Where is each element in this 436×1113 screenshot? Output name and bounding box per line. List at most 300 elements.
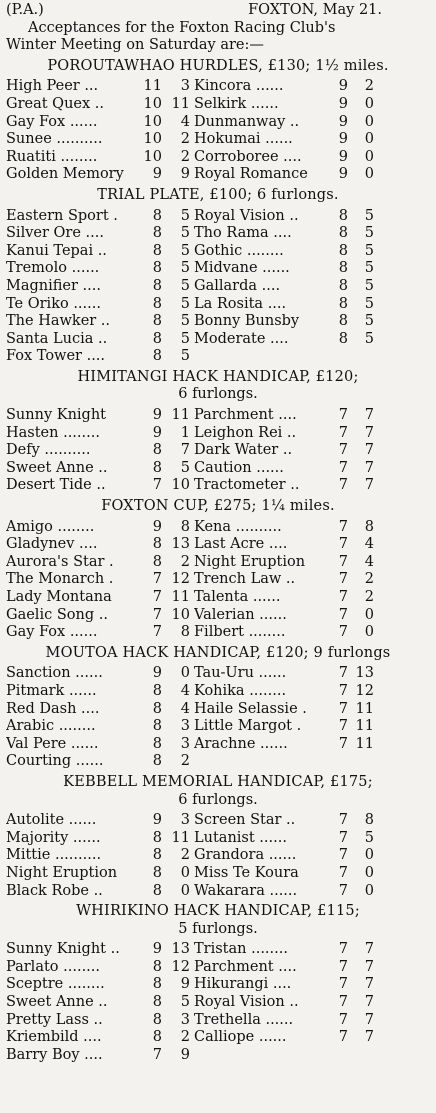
lb-left: 5 bbox=[180, 260, 190, 277]
entry-row bbox=[6, 554, 430, 572]
race-title: HIMITANGI HACK HANDICAP, £120; bbox=[77, 368, 359, 385]
st-left: 8 bbox=[152, 330, 162, 347]
horse-right: Kohika ........ bbox=[194, 682, 287, 699]
entry-row bbox=[6, 477, 430, 495]
horse-right: Leighon Rei .. bbox=[194, 424, 297, 441]
lb-right: 0 bbox=[364, 624, 374, 641]
lb-left: 0 bbox=[180, 665, 190, 682]
horse-left: Sunee .......... bbox=[6, 131, 103, 148]
lb-right: 5 bbox=[364, 829, 374, 846]
st-right: 7 bbox=[338, 459, 348, 476]
horse-right: Filbert ........ bbox=[194, 624, 286, 641]
lb-left: 2 bbox=[180, 553, 190, 570]
dateline-row bbox=[6, 2, 430, 20]
lb-left: 4 bbox=[180, 700, 190, 717]
horse-left: Ruatiti ........ bbox=[6, 148, 98, 165]
lb-right: 0 bbox=[364, 847, 374, 864]
lb-right: 7 bbox=[364, 994, 374, 1011]
news-source: (P.A.) bbox=[6, 2, 44, 18]
horse-left: Mittie .......... bbox=[6, 847, 102, 864]
st-left: 10 bbox=[143, 95, 162, 112]
lb-left: 5 bbox=[180, 225, 190, 242]
entries-list bbox=[6, 812, 430, 900]
st-left: 7 bbox=[152, 624, 162, 641]
horse-left: Santa Lucia .. bbox=[6, 330, 108, 347]
st-right: 7 bbox=[338, 941, 348, 958]
st-left: 9 bbox=[152, 166, 162, 183]
entry-row bbox=[6, 941, 430, 959]
st-right: 7 bbox=[338, 718, 348, 735]
st-right: 7 bbox=[338, 958, 348, 975]
lb-left: 0 bbox=[180, 864, 190, 881]
horse-right: Tristan ........ bbox=[194, 941, 288, 958]
st-right: 8 bbox=[338, 242, 348, 259]
horse-right: Parchment .... bbox=[194, 407, 297, 424]
entries-list bbox=[6, 78, 430, 184]
st-left: 8 bbox=[152, 958, 162, 975]
st-right: 8 bbox=[338, 277, 348, 294]
st-right: 8 bbox=[338, 225, 348, 242]
lb-left: 13 bbox=[171, 536, 190, 553]
st-left: 8 bbox=[152, 536, 162, 553]
entry-row bbox=[6, 519, 430, 537]
st-right: 7 bbox=[338, 665, 348, 682]
horse-right: Bonny Bunsby bbox=[194, 313, 300, 330]
lb-left: 3 bbox=[180, 812, 190, 829]
entries-list bbox=[6, 407, 430, 495]
lb-left: 7 bbox=[180, 442, 190, 459]
horse-left: Sweet Anne .. bbox=[6, 459, 108, 476]
race-title: POROUTAWHAO HURDLES, £130; 1½ miles. bbox=[47, 57, 389, 74]
lb-left: 3 bbox=[180, 78, 190, 95]
entry-row bbox=[6, 243, 430, 261]
horse-right: Talenta ...... bbox=[194, 589, 281, 605]
race-title: TRIAL PLATE, £100; 6 furlongs. bbox=[97, 186, 339, 203]
entry-row bbox=[6, 149, 430, 167]
horse-right: Screen Star .. bbox=[194, 812, 296, 829]
st-left: 8 bbox=[152, 295, 162, 312]
race-section bbox=[6, 645, 430, 771]
lb-right: 7 bbox=[364, 442, 374, 459]
lb-right: 7 bbox=[364, 407, 374, 424]
lb-right: 2 bbox=[364, 78, 374, 95]
st-left: 7 bbox=[152, 606, 162, 623]
st-left: 8 bbox=[152, 994, 162, 1011]
entry-row bbox=[6, 131, 430, 149]
st-left: 8 bbox=[152, 260, 162, 277]
horse-right: Calliope ...... bbox=[194, 1029, 287, 1046]
lb-right: 12 bbox=[355, 682, 374, 699]
st-left: 8 bbox=[152, 753, 162, 770]
st-right bbox=[326, 753, 352, 771]
horse-left: Hasten ........ bbox=[6, 424, 100, 441]
horse-left: Gaelic Song .. bbox=[6, 606, 108, 623]
horse-left: Great Quex .. bbox=[6, 95, 104, 112]
horse-left: Tremolo ...... bbox=[6, 260, 100, 277]
lb-right: 0 bbox=[364, 113, 374, 130]
horse-left: Autolite ...... bbox=[6, 812, 97, 829]
horse-right: Hikurangi .... bbox=[194, 976, 292, 993]
race-distance: 5 furlongs. bbox=[178, 920, 258, 937]
st-right: 9 bbox=[338, 78, 348, 95]
horse-right: Royal Romance bbox=[194, 166, 308, 183]
entries-list bbox=[6, 519, 430, 642]
lb-left: 2 bbox=[180, 148, 190, 165]
lb-left: 9 bbox=[180, 976, 190, 993]
horse-left: Sceptre ........ bbox=[6, 976, 105, 993]
intro-line-1: Acceptances for the Foxton Racing Club's bbox=[28, 19, 336, 36]
lb-right: 0 bbox=[364, 131, 374, 148]
st-left: 8 bbox=[152, 277, 162, 294]
lb-left: 3 bbox=[180, 735, 190, 752]
lb-left: 10 bbox=[171, 477, 190, 494]
horse-left: Gay Fox ...... bbox=[6, 624, 98, 641]
horse-left: Red Dash .... bbox=[6, 700, 100, 717]
st-left: 8 bbox=[152, 718, 162, 735]
lb-right: 7 bbox=[364, 976, 374, 993]
lb-left: 12 bbox=[171, 571, 190, 588]
horse-right: Last Acre .... bbox=[194, 536, 288, 553]
lb-right: 0 bbox=[364, 864, 374, 881]
st-left: 8 bbox=[152, 348, 162, 365]
st-right: 7 bbox=[338, 571, 348, 588]
st-left: 8 bbox=[152, 225, 162, 242]
horse-left: The Monarch . bbox=[6, 571, 114, 588]
st-left: 11 bbox=[143, 78, 162, 95]
lb-right: 8 bbox=[364, 518, 374, 535]
st-right bbox=[326, 1047, 352, 1065]
horse-left: Magnifier .... bbox=[6, 277, 101, 294]
horse-right: Gothic ........ bbox=[194, 242, 284, 259]
horse-right: Trethella ...... bbox=[194, 1011, 294, 1028]
horse-right: Arachne ...... bbox=[194, 735, 288, 752]
horse-right bbox=[194, 753, 326, 771]
st-right: 9 bbox=[338, 148, 348, 165]
entry-row bbox=[6, 166, 430, 184]
st-right: 7 bbox=[338, 882, 348, 899]
st-left: 8 bbox=[152, 313, 162, 330]
lb-right bbox=[352, 348, 378, 366]
entries-list bbox=[6, 941, 430, 1064]
horse-left: Kriembild .... bbox=[6, 1029, 102, 1046]
st-right: 7 bbox=[338, 829, 348, 846]
lb-left: 12 bbox=[171, 958, 190, 975]
entry-row bbox=[6, 1029, 430, 1047]
horse-left: Kanui Tepai .. bbox=[6, 242, 107, 259]
horse-right: Wakarara ...... bbox=[194, 882, 298, 899]
lb-left: 5 bbox=[180, 994, 190, 1011]
lb-right: 4 bbox=[364, 553, 374, 570]
race-title: KEBBELL MEMORIAL HANDICAP, £175; bbox=[63, 773, 373, 790]
horse-left: Courting ...... bbox=[6, 753, 104, 770]
lb-right: 5 bbox=[364, 225, 374, 242]
horse-left: Sanction ...... bbox=[6, 665, 103, 682]
st-left: 10 bbox=[143, 148, 162, 165]
horse-left: Barry Boy .... bbox=[6, 1046, 103, 1063]
entry-row bbox=[6, 348, 430, 366]
horse-left: Golden Memory bbox=[6, 166, 124, 183]
horse-right: Trench Law .. bbox=[194, 571, 296, 588]
st-right: 7 bbox=[338, 1029, 348, 1046]
horse-right: Dunmanway .. bbox=[194, 113, 300, 130]
horse-right: Kincora ...... bbox=[194, 78, 284, 95]
lb-left: 9 bbox=[180, 166, 190, 183]
lb-right: 5 bbox=[364, 260, 374, 277]
lb-right: 11 bbox=[355, 735, 374, 752]
lb-left: 8 bbox=[180, 624, 190, 641]
entries-list bbox=[6, 208, 430, 366]
st-left: 8 bbox=[152, 829, 162, 846]
st-left: 8 bbox=[152, 442, 162, 459]
st-left: 9 bbox=[152, 424, 162, 441]
lb-left: 2 bbox=[180, 753, 190, 770]
lb-right bbox=[352, 753, 378, 771]
lb-right: 0 bbox=[364, 882, 374, 899]
lb-left: 2 bbox=[180, 131, 190, 148]
entry-row bbox=[6, 296, 430, 314]
horse-right: Haile Selassie . bbox=[194, 700, 307, 717]
entry-row bbox=[6, 607, 430, 625]
horse-left: Gladynev .... bbox=[6, 536, 98, 553]
lb-left: 11 bbox=[171, 829, 190, 846]
lb-right: 8 bbox=[364, 812, 374, 829]
horse-left: Sunny Knight .. bbox=[6, 941, 120, 958]
st-right: 9 bbox=[338, 95, 348, 112]
st-right: 7 bbox=[338, 976, 348, 993]
horse-left: Defy .......... bbox=[6, 442, 91, 459]
lb-left: 11 bbox=[171, 407, 190, 424]
lb-right: 7 bbox=[364, 958, 374, 975]
st-right: 7 bbox=[338, 536, 348, 553]
lb-right: 7 bbox=[364, 941, 374, 958]
horse-right: La Rosita .... bbox=[194, 295, 287, 312]
lb-left: 5 bbox=[180, 277, 190, 294]
horse-left: Silver Ore .... bbox=[6, 225, 104, 242]
entry-row bbox=[6, 736, 430, 754]
st-left: 8 bbox=[152, 735, 162, 752]
st-right: 7 bbox=[338, 606, 348, 623]
horse-left: Sunny Knight bbox=[6, 407, 107, 424]
horse-right: Miss Te Koura bbox=[194, 864, 299, 881]
horse-left: Aurora's Star . bbox=[6, 553, 114, 570]
horse-right: Tau-Uru ...... bbox=[194, 665, 287, 682]
race-title: MOUTOA HACK HANDICAP, £120; 9 furlongs bbox=[45, 644, 391, 661]
race-title: WHIRIKINO HACK HANDICAP, £115; bbox=[76, 903, 360, 920]
lb-left: 5 bbox=[180, 459, 190, 476]
entries-list bbox=[6, 665, 430, 771]
horse-left: Fox Tower .... bbox=[6, 348, 106, 365]
lb-right: 5 bbox=[364, 295, 374, 312]
race-list bbox=[6, 58, 430, 1065]
st-left: 8 bbox=[152, 459, 162, 476]
entry-row bbox=[6, 78, 430, 96]
st-left: 8 bbox=[152, 864, 162, 881]
horse-right: Royal Vision .. bbox=[194, 207, 299, 224]
entry-row bbox=[6, 1012, 430, 1030]
entry-row bbox=[6, 1047, 430, 1065]
horse-left: Parlato ........ bbox=[6, 958, 101, 975]
st-left: 7 bbox=[152, 571, 162, 588]
horse-right: Royal Vision .. bbox=[194, 994, 299, 1011]
st-left: 8 bbox=[152, 682, 162, 699]
entry-row bbox=[6, 536, 430, 554]
st-right: 7 bbox=[338, 407, 348, 424]
horse-right: Tractometer .. bbox=[194, 477, 300, 494]
horse-left: Desert Tide .. bbox=[6, 477, 106, 494]
st-right: 7 bbox=[338, 735, 348, 752]
horse-right: Hokumai ...... bbox=[194, 131, 293, 148]
horse-right: Kena .......... bbox=[194, 518, 282, 535]
lb-left: 4 bbox=[180, 682, 190, 699]
lb-right: 5 bbox=[364, 313, 374, 330]
lb-left: 5 bbox=[180, 330, 190, 347]
horse-right: Night Eruption bbox=[194, 553, 306, 570]
horse-right: Caution ...... bbox=[194, 459, 284, 476]
race-distance: 6 furlongs. bbox=[178, 791, 258, 808]
st-left: 7 bbox=[152, 589, 162, 605]
st-right: 8 bbox=[338, 313, 348, 330]
entry-row bbox=[6, 701, 430, 719]
entry-row bbox=[6, 665, 430, 683]
lb-left: 5 bbox=[180, 242, 190, 259]
lb-left: 5 bbox=[180, 348, 190, 365]
horse-right: Lutanist ...... bbox=[194, 829, 287, 846]
st-right: 7 bbox=[338, 518, 348, 535]
entry-row bbox=[6, 753, 430, 771]
lb-left: 9 bbox=[180, 1046, 190, 1063]
entry-row bbox=[6, 313, 430, 331]
st-right: 8 bbox=[338, 207, 348, 224]
st-right: 7 bbox=[338, 994, 348, 1011]
entry-row bbox=[6, 278, 430, 296]
lb-right: 7 bbox=[364, 477, 374, 494]
st-left: 7 bbox=[152, 1046, 162, 1063]
entry-row bbox=[6, 571, 430, 589]
dateline: FOXTON, May 21. bbox=[248, 2, 382, 18]
lb-right: 5 bbox=[364, 207, 374, 224]
horse-right: Little Margot . bbox=[194, 718, 302, 735]
entry-row bbox=[6, 976, 430, 994]
st-left: 8 bbox=[152, 882, 162, 899]
st-left: 8 bbox=[152, 242, 162, 259]
lb-right: 2 bbox=[364, 589, 374, 605]
st-left: 8 bbox=[152, 207, 162, 224]
lb-left: 3 bbox=[180, 718, 190, 735]
st-left: 9 bbox=[152, 665, 162, 682]
st-left: 9 bbox=[152, 518, 162, 535]
st-left: 8 bbox=[152, 847, 162, 864]
entry-row bbox=[6, 847, 430, 865]
lb-left: 5 bbox=[180, 313, 190, 330]
lb-left: 10 bbox=[171, 606, 190, 623]
race-section bbox=[6, 369, 430, 495]
horse-right: Moderate .... bbox=[194, 330, 289, 347]
st-left: 7 bbox=[152, 477, 162, 494]
st-right: 7 bbox=[338, 477, 348, 494]
lb-right: 0 bbox=[364, 606, 374, 623]
st-right: 8 bbox=[338, 330, 348, 347]
entry-row bbox=[6, 225, 430, 243]
entry-row bbox=[6, 96, 430, 114]
st-right: 9 bbox=[338, 131, 348, 148]
lb-left: 5 bbox=[180, 295, 190, 312]
race-title: FOXTON CUP, £275; 1¼ miles. bbox=[101, 498, 335, 515]
horse-left: Sweet Anne .. bbox=[6, 994, 108, 1011]
entry-row bbox=[6, 624, 430, 642]
st-left: 10 bbox=[143, 113, 162, 130]
race-distance: 6 furlongs. bbox=[178, 386, 258, 403]
lb-left: 8 bbox=[180, 518, 190, 535]
st-right: 7 bbox=[338, 624, 348, 641]
st-left: 9 bbox=[152, 812, 162, 829]
lb-left: 13 bbox=[171, 941, 190, 958]
race-section bbox=[6, 187, 430, 366]
intro-line-2: Winter Meeting on Saturday are:— bbox=[6, 37, 264, 54]
st-right: 9 bbox=[338, 166, 348, 183]
st-right: 7 bbox=[338, 864, 348, 881]
lb-right: 7 bbox=[364, 1011, 374, 1028]
lb-right: 7 bbox=[364, 424, 374, 441]
horse-left: Arabic ........ bbox=[6, 718, 96, 735]
entry-row bbox=[6, 208, 430, 226]
lb-left: 3 bbox=[180, 1011, 190, 1028]
lb-right: 0 bbox=[364, 166, 374, 183]
lb-right: 0 bbox=[364, 148, 374, 165]
lb-left: 2 bbox=[180, 1029, 190, 1046]
horse-right: Selkirk ...... bbox=[194, 95, 279, 112]
entry-row bbox=[6, 407, 430, 425]
st-left: 8 bbox=[152, 553, 162, 570]
entry-row bbox=[6, 589, 430, 607]
st-right: 7 bbox=[338, 553, 348, 570]
horse-right bbox=[194, 348, 326, 366]
lb-right: 7 bbox=[364, 459, 374, 476]
horse-left: Night Eruption bbox=[6, 864, 118, 881]
lb-left: 0 bbox=[180, 882, 190, 899]
lb-right: 13 bbox=[355, 665, 374, 682]
lb-left: 11 bbox=[171, 95, 190, 112]
lb-right: 11 bbox=[355, 718, 374, 735]
lb-left: 11 bbox=[171, 589, 190, 605]
entry-row bbox=[6, 683, 430, 701]
race-section bbox=[6, 498, 430, 642]
lb-left: 4 bbox=[180, 113, 190, 130]
horse-left: Majority ...... bbox=[6, 829, 101, 846]
horse-left: Gay Fox ...... bbox=[6, 113, 98, 130]
horse-left: Black Robe .. bbox=[6, 882, 103, 899]
lb-right: 2 bbox=[364, 571, 374, 588]
lb-right: 11 bbox=[355, 700, 374, 717]
st-left: 8 bbox=[152, 1029, 162, 1046]
lb-right: 5 bbox=[364, 242, 374, 259]
horse-right: Valerian ...... bbox=[194, 606, 287, 623]
horse-left: Lady Montana bbox=[6, 589, 112, 605]
lb-left: 1 bbox=[180, 424, 190, 441]
lb-right: 5 bbox=[364, 330, 374, 347]
horse-left: The Hawker .. bbox=[6, 313, 111, 330]
horse-right: Tho Rama .... bbox=[194, 225, 292, 242]
st-right: 7 bbox=[338, 589, 348, 605]
horse-left: Pretty Lass .. bbox=[6, 1011, 103, 1028]
entry-row bbox=[6, 460, 430, 478]
st-right: 7 bbox=[338, 812, 348, 829]
st-left: 8 bbox=[152, 976, 162, 993]
entry-row bbox=[6, 994, 430, 1012]
entry-row bbox=[6, 830, 430, 848]
st-left: 8 bbox=[152, 1011, 162, 1028]
entry-row bbox=[6, 812, 430, 830]
st-right bbox=[326, 348, 352, 366]
